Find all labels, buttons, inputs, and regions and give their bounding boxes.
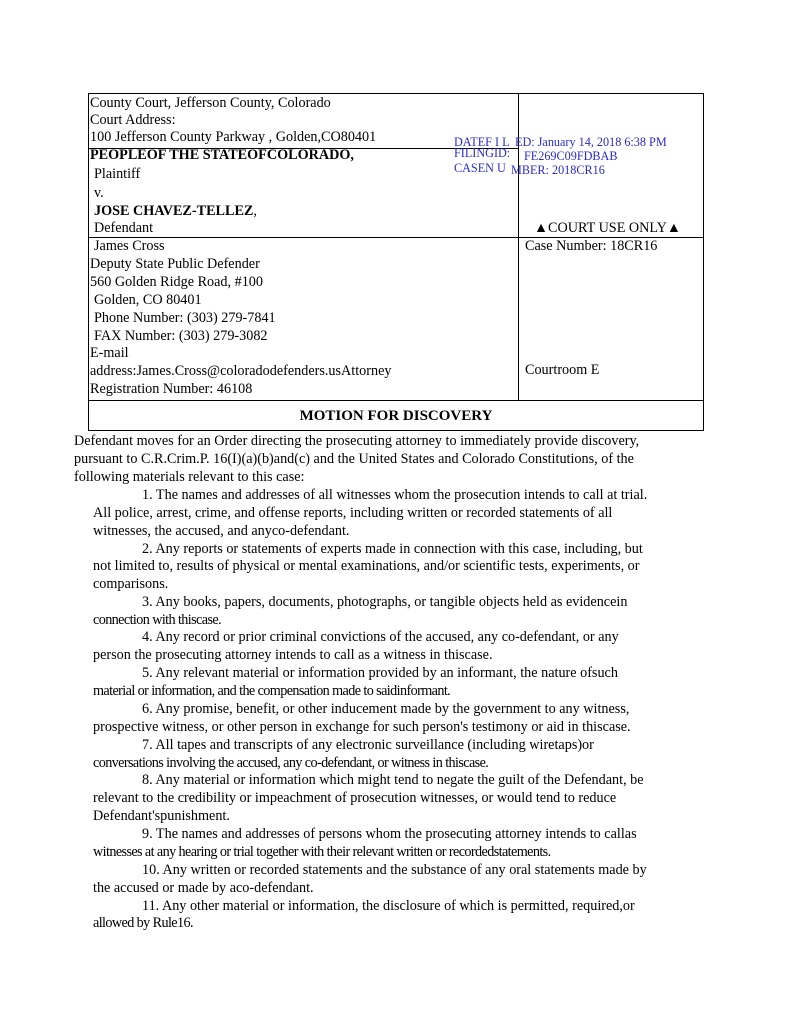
item-8-line-3: Defendant'spunishment.: [93, 808, 230, 824]
item-5-line-2: material or information, and the compensation made to saidinformant.: [93, 683, 451, 699]
item-9-line-1: 9. The names and addresses of persons whom the prosecuting attorney intends to callas: [142, 826, 637, 842]
item-6-line-2: prospective witness, or other person in exchange for such person's testimony or aid in thiscase.: [93, 719, 631, 735]
item-2-line-2: not limited to, results of physical or mental examinations, and/or scientific tests, experiments, or: [93, 558, 640, 574]
attorney-name: James Cross: [94, 238, 165, 254]
attorney-address1: 560 Golden Ridge Road, #100: [90, 274, 263, 290]
court-address: 100 Jefferson County Parkway , Golden,CO80401: [90, 129, 377, 145]
filing-id-value: FE269C09FDBAB: [524, 149, 618, 163]
court-use-only: ▲COURT USE ONLY▲: [534, 220, 681, 236]
item-8-line-1: 8. Any material or information which might tend to negate the guilt of the Defendant, be: [142, 772, 644, 788]
defendant-name-line: [94, 203, 257, 220]
filing-date-b: ED: January 14, 2018 6:38 PM: [515, 135, 667, 149]
document-title: MOTION FOR DISCOVERY: [299, 408, 493, 424]
item-7-line-1: 7. All tapes and transcripts of any electronic surveillance (including wiretaps)or: [142, 737, 594, 753]
attorney-phone: Phone Number: (303) 279-7841: [94, 310, 276, 326]
item-4-line-2: person the prosecuting attorney intends to call as a witness in thiscase.: [93, 647, 493, 663]
defendant-name: JOSE CHAVEZ-TELLEZ: [94, 203, 254, 219]
item-9-line-2: witnesses at any hearing or trial together with their relevant written or recordedstatements.: [93, 844, 551, 860]
plaintiff-name: PEOPLEOF THE STATEOFCOLORADO,: [90, 147, 354, 163]
attorney-email: address:James.Cross@coloradodefenders.usAttorney: [90, 363, 392, 379]
court-address-label: Court Address:: [90, 112, 176, 128]
filing-case-a: CASEN U: [454, 161, 506, 175]
versus: v.: [94, 185, 104, 201]
item-10-line-1: 10. Any written or recorded statements and the substance of any oral statements made by: [142, 862, 647, 878]
item-3-line-1: 3. Any books, papers, documents, photographs, or tangible objects held as evidencein: [142, 594, 628, 610]
item-3-line-2: connection with thiscase.: [93, 612, 222, 628]
caption-divider-attorney: [88, 400, 704, 401]
attorney-registration: Registration Number: 46108: [90, 381, 253, 397]
item-1-line-1: 1. The names and addresses of all witnesses whom the prosecution intends to call at trial.: [142, 487, 648, 503]
filing-id-label: FILINGID:: [454, 146, 511, 160]
court-name: County Court, Jefferson County, Colorado: [90, 95, 331, 111]
item-5-line-1: 5. Any relevant material or information provided by an informant, the nature ofsuch: [142, 665, 618, 681]
item-11-line-2: allowed by Rule16.: [93, 915, 193, 931]
case-number: Case Number: 18CR16: [525, 238, 658, 254]
item-2-line-1: 2. Any reports or statements of experts made in connection with this case, including, but: [142, 541, 643, 557]
item-7-line-2: conversations involving the accused, any co-defendant, or witness in thiscase.: [93, 755, 489, 771]
intro-line-3: following materials relevant to this case:: [74, 469, 305, 485]
attorney-email-label: E-mail: [90, 345, 129, 361]
attorney-fax: FAX Number: (303) 279-3082: [94, 328, 268, 344]
item-1-line-2: All police, arrest, crime, and offense reports, including written or recorded statements of all: [93, 505, 613, 521]
plaintiff-label: Plaintiff: [94, 166, 141, 182]
attorney-address2: Golden, CO 80401: [94, 292, 202, 308]
item-1-line-3: witnesses, the accused, and anyco-defendant.: [93, 523, 350, 539]
item-10-line-2: the accused or made by aco-defendant.: [93, 880, 314, 896]
courtroom: Courtroom E: [525, 362, 600, 378]
intro-line-2: pursuant to C.R.Crim.P. 16(I)(a)(b)and(c) and the United States and Colorado Constitutions, of the: [74, 451, 634, 467]
defendant-comma: ,: [253, 203, 257, 219]
attorney-title: Deputy State Public Defender: [90, 256, 260, 272]
item-11-line-1: 11. Any other material or information, the disclosure of which is permitted, required,or: [142, 898, 635, 914]
defendant-label: Defendant: [94, 220, 154, 236]
item-4-line-1: 4. Any record or prior criminal convictions of the accused, any co-defendant, or any: [142, 629, 619, 645]
filing-date-a: DATEF I L: [454, 135, 510, 149]
item-2-line-3: comparisons.: [93, 576, 169, 592]
item-6-line-1: 6. Any promise, benefit, or other inducement made by the government to any witness,: [142, 701, 630, 717]
item-8-line-2: relevant to the credibility or impeachment of prosecution witnesses, or would tend to reduce: [93, 790, 617, 806]
filing-case-b: MBER: 2018CR16: [511, 163, 605, 177]
intro-line-1: Defendant moves for an Order directing the prosecuting attorney to immediately provide discovery,: [74, 433, 640, 449]
